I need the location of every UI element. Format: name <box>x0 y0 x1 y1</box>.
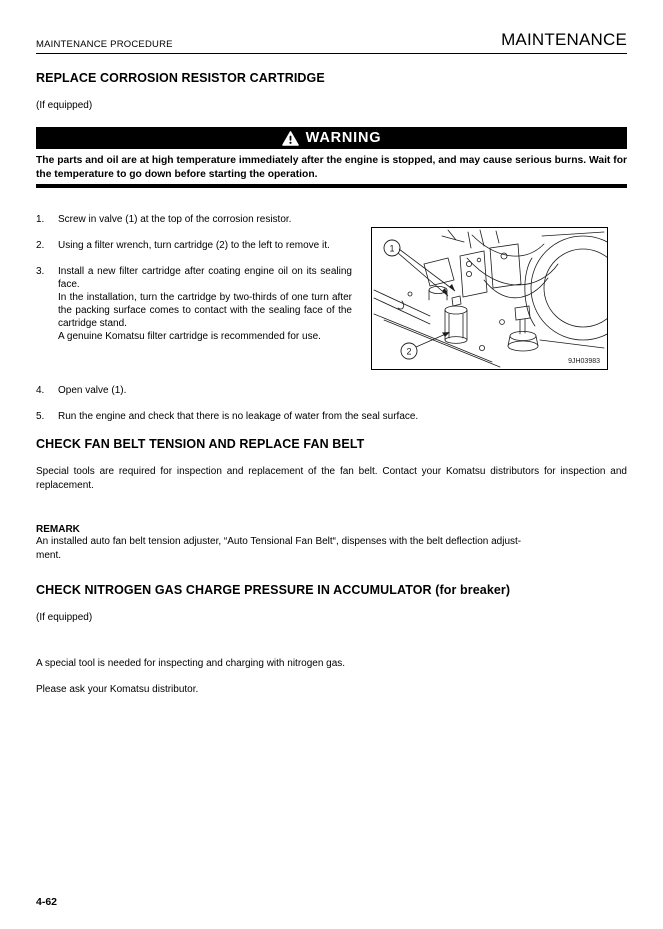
remark-label: REMARK <box>36 524 80 535</box>
section3-title: CHECK NITROGEN GAS CHARGE PRESSURE IN ACCUMULATOR (for breaker) <box>36 583 511 597</box>
step-number: 1. <box>36 214 45 225</box>
warning-body: The parts and oil are at high temperature immediately after the engine is stopped, and may cause serious burns. Wait for the temperature to go down before starting the operation. <box>36 155 627 180</box>
step-paragraph: Install a new filter cartridge after coating engine oil on its sealing face. <box>58 266 352 290</box>
section3-subtitle: (If equipped) <box>36 612 93 623</box>
section3-body1: A special tool is needed for inspecting and charging with nitrogen gas. <box>36 658 346 669</box>
divider-thick-rule <box>36 184 627 188</box>
step-number: 2. <box>36 240 45 251</box>
warning-triangle-icon <box>282 131 299 146</box>
page-content <box>36 0 627 696</box>
section2-title: CHECK FAN BELT TENSION AND REPLACE FAN BELT <box>36 437 365 451</box>
step-paragraph: In the installation, turn the cartridge by two-thirds of one turn after the packing surface comes to contact with the sealing face of the cartridge stand. <box>58 292 352 329</box>
figure-code: 9JH03983 <box>568 358 600 365</box>
page-header <box>36 0 627 54</box>
page-number: 4-62 <box>36 896 58 908</box>
svg-text:2: 2 <box>406 346 412 357</box>
step-5 <box>36 410 627 423</box>
running-head-right: MAINTENANCE <box>501 30 627 49</box>
section1-title: REPLACE CORROSION RESISTOR CARTRIDGE <box>36 71 325 85</box>
section2-body: Special tools are required for inspection and replacement of the fan belt. Contact your Komatsu distributors for inspection and replacement. <box>36 466 627 491</box>
step-text <box>58 265 352 343</box>
remark-text-line: ment. <box>36 549 62 561</box>
steps-and-figure-row <box>36 213 627 370</box>
step-text: Open valve (1). <box>58 385 127 396</box>
step-text: Run the engine and check that there is no leakage of water from the seal surface. <box>58 411 419 422</box>
remark-text-line: An installed auto fan belt tension adjuster, “Auto Tensional Fan Belt“, dispenses with the belt deflection adjust- <box>36 536 522 547</box>
step-2 <box>36 239 352 252</box>
figure-corrosion-resistor <box>371 227 608 370</box>
step-paragraph: A genuine Komatsu filter cartridge is recommended for use. <box>58 331 321 342</box>
step-3 <box>36 265 352 343</box>
figure-callout-2 <box>401 332 450 359</box>
warning-label: WARNING <box>305 130 382 146</box>
warning-banner <box>36 127 627 149</box>
step-4 <box>36 384 627 397</box>
section3-body2: Please ask your Komatsu distributor. <box>36 684 199 695</box>
step-text: Screw in valve (1) at the top of the corrosion resistor. <box>58 214 292 225</box>
step-text: Using a filter wrench, turn cartridge (2) to the left to remove it. <box>58 240 330 251</box>
step-1 <box>36 213 352 226</box>
step-number: 5. <box>36 411 45 422</box>
step-number: 4. <box>36 385 45 396</box>
section1-subtitle: (If equipped) <box>36 100 93 111</box>
steps-column <box>36 213 352 370</box>
running-head-left: MAINTENANCE PROCEDURE <box>36 39 173 50</box>
step-number: 3. <box>36 266 45 277</box>
svg-text:1: 1 <box>389 243 395 254</box>
engine-line-drawing <box>372 228 607 369</box>
